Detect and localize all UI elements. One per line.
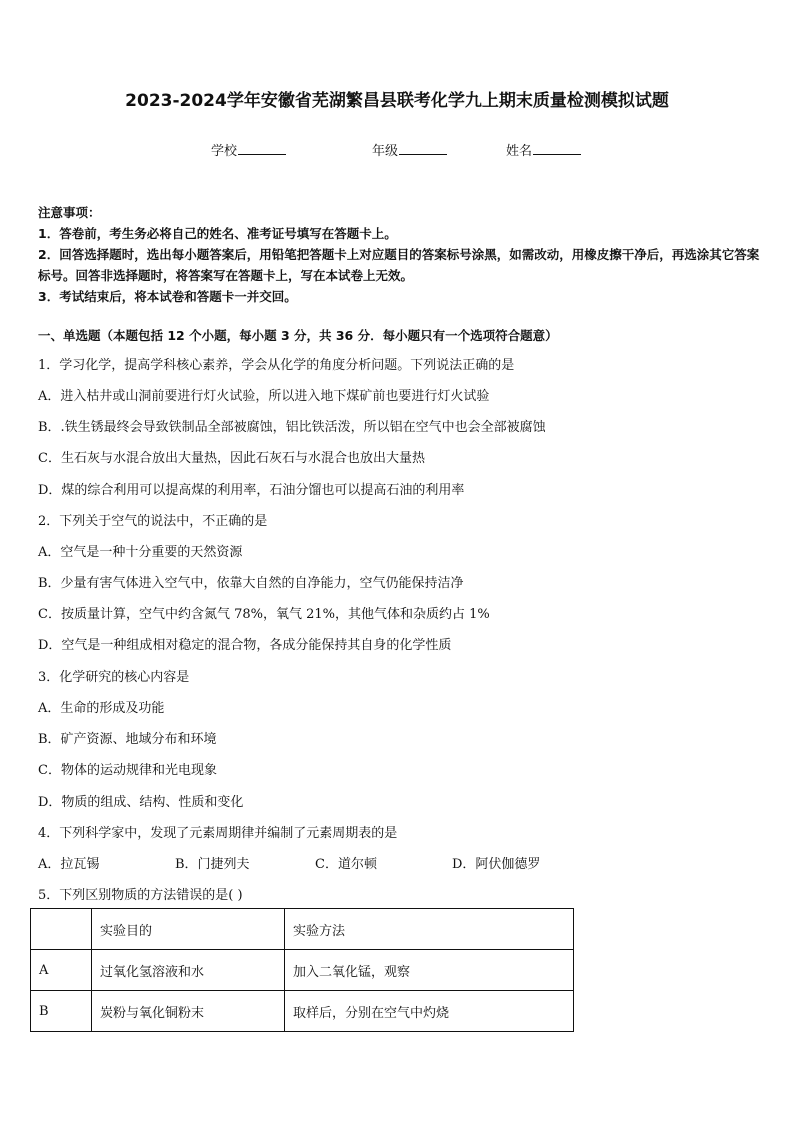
q2-stem: 2．下列关于空气的说法中，不正确的是 [38,514,268,529]
exam-notes [38,202,760,307]
name-blank [533,140,581,155]
q1-option-d: D．煤的综合利用可以提高煤的利用率，石油分馏也可以提高石油的利用率 [38,483,465,498]
table-header-cell: 实验目的 [92,909,285,950]
grade-blank [399,140,447,155]
q1-option-b: B．.铁生锈最终会导致铁制品全部被腐蚀，铝比铁活泼，所以铝在空气中也会全部被腐蚀 [38,420,546,435]
note-item: 1．答卷前，考生务必将自己的姓名、准考证号填写在答题卡上。 [38,226,397,241]
q1-option-a: A．进入枯井或山洞前要进行灯火试验，所以进入地下煤矿前也要进行灯火试验 [38,389,490,404]
q5-table [30,908,574,1032]
q3-stem: 3．化学研究的核心内容是 [38,670,190,685]
q3-option-b: B．矿产资源、地域分布和环境 [38,732,217,747]
table-header-cell: 实验方法 [285,909,574,950]
q2-option-c: C．按质量计算，空气中约含氮气 78%，氧气 21%，其他气体和杂质约占 1% [38,607,490,622]
q5-stem: 5．下列区别物质的方法错误的是( ) [38,888,243,903]
q4-option-c: C．道尔顿 [315,857,377,872]
q2-option-d: D．空气是一种组成相对稳定的混合物，各成分能保持其自身的化学性质 [38,638,452,653]
note-item: 3．考试结束后，将本试卷和答题卡一并交回。 [38,289,297,304]
table-cell: 炭粉与氧化铜粉末 [92,991,285,1032]
table-header-cell [31,909,92,950]
student-info-row [0,140,794,160]
q1-option-c: C．生石灰与水混合放出大量热，因此石灰石与水混合也放出大量热 [38,451,425,466]
q4-stem: 4．下列科学家中，发现了元素周期律并编制了元素周期表的是 [38,826,398,841]
q3-option-a: A．生命的形成及功能 [38,701,165,716]
table-cell: 加入二氧化锰，观察 [285,950,574,991]
q3-option-d: D．物质的组成、结构、性质和变化 [38,795,244,810]
name-label: 姓名 [506,144,533,159]
table-header-row [31,909,574,950]
table-cell: B [31,991,92,1032]
q4-option-a: A．拉瓦锡 [38,857,100,872]
table-row [31,991,574,1032]
table-row [31,950,574,991]
q2-option-b: B．少量有害气体进入空气中，依靠大自然的自净能力，空气仍能保持洁净 [38,576,464,591]
table-cell: A [31,950,92,991]
q1-stem: 1．学习化学，提高学科核心素养，学会从化学的角度分析问题。下列说法正确的是 [38,358,515,373]
q2-option-a: A．空气是一种十分重要的天然资源 [38,545,243,560]
school-field [211,140,286,159]
name-field [506,140,581,159]
grade-field [372,140,447,159]
section-heading: 一、单选题（本题包括 12 个小题，每小题 3 分，共 36 分．每小题只有一个选项符合题意） [38,328,558,343]
notes-heading: 注意事项： [38,205,101,220]
q4-option-b: B．门捷列夫 [175,857,250,872]
q4-option-d: D．阿伏伽德罗 [452,857,541,872]
table-cell: 过氧化氢溶液和水 [92,950,285,991]
exam-title: 2023-2024学年安徽省芜湖繁昌县联考化学九上期末质量检测模拟试题 [125,91,669,111]
table-cell: 取样后，分别在空气中灼烧 [285,991,574,1032]
school-blank [238,140,286,155]
grade-label: 年级 [372,144,399,159]
note-item: 2．回答选择题时，选出每小题答案后，用铅笔把答题卡上对应题目的答案标号涂黑，如需改动，用橡皮擦干净后，再选涂其它答案标号。回答非选择题时，将答案写在答题卡上，写在本试卷上无效。 [38,247,760,283]
school-label: 学校 [211,144,238,159]
q3-option-c: C．物体的运动规律和光电现象 [38,763,217,778]
